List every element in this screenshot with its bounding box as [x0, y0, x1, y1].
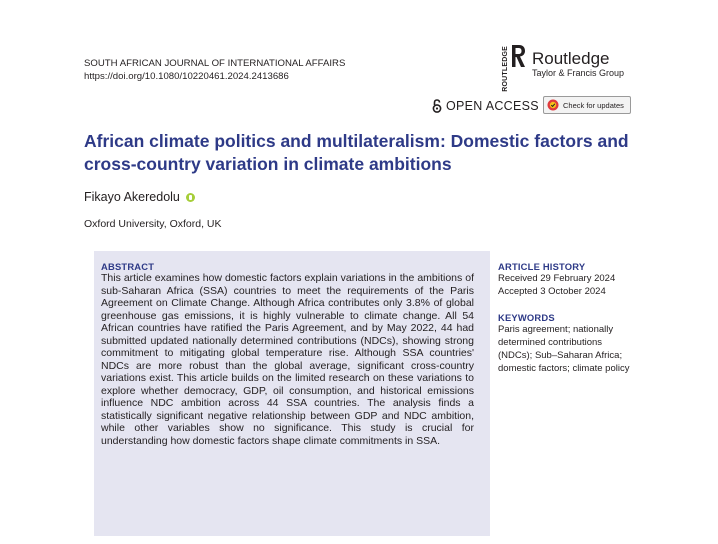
publisher-logo: [500, 44, 625, 92]
open-access-label: OPEN ACCESS: [446, 99, 539, 113]
abstract-text: This article examines how domestic factors explain variations in the ambitions of sub-Saharan Africa (SSA) countries to meet the requirements of the Paris Agreement on Climate Change. Although Africa contributes only 3.8% of global greenhouse gas emissions, it is highly vulnerable to climate change. All 54 African countries have ratified the Paris Agreement, and by May 2022, 44 had submitted updated nationally determined contributions (NDCs), showing strong commitment to mitigating global temperature rise. Although SSA countries' NDCs are more robust than the global average, significant cross-country variations exist. This article builds on the limited research on these variations to explore whether democracy, GDP, oil consumption, and historical emissions influence NDC ambition across 44 SSA countries. The analysis finds a statistically significant negative relationship between GDP and NDC ambition, while other variables show no significance. This study is crucial for understanding how domestic factors shape climate commitments in SSA.: [101, 272, 474, 447]
check-updates-icon: [547, 99, 559, 111]
journal-name: SOUTH AFRICAN JOURNAL OF INTERNATIONAL AFFAIRS: [84, 58, 346, 69]
author-line: [84, 190, 195, 204]
article-history-heading: ARTICLE HISTORY: [498, 261, 586, 272]
author-name[interactable]: Fikayo Akeredolu: [84, 190, 180, 204]
accepted-date: Accepted 3 October 2024: [498, 286, 606, 297]
orcid-icon[interactable]: [186, 193, 195, 202]
abstract-box: [94, 251, 490, 536]
doi-link[interactable]: https://doi.org/10.1080/10220461.2024.2413686: [84, 71, 289, 82]
publisher-mark: ROUTLEDGE: [502, 46, 509, 92]
open-access-badge: [432, 99, 539, 113]
check-for-updates-button[interactable]: [543, 96, 631, 114]
check-for-updates-label: Check for updates: [563, 100, 624, 110]
keywords-text: Paris agreement; nationally determined contributions (NDCs); Sub–Saharan Africa; domestic factors; climate policy: [498, 324, 630, 374]
publisher-group: Taylor & Francis Group: [532, 67, 625, 78]
received-date: Received 29 February 2024: [498, 273, 616, 284]
article-sidebar: [498, 261, 638, 375]
open-lock-icon: [432, 99, 442, 113]
keywords-heading: KEYWORDS: [498, 312, 555, 323]
publisher-name: Routledge: [532, 48, 610, 68]
routledge-logo-icon: [500, 44, 526, 92]
journal-header: [84, 57, 345, 83]
author-affiliation: Oxford University, Oxford, UK: [84, 218, 222, 230]
article-title: African climate politics and multilateralism: Domestic factors and cross-country variation in climate ambitions: [84, 131, 629, 174]
abstract-heading: ABSTRACT: [101, 261, 155, 272]
